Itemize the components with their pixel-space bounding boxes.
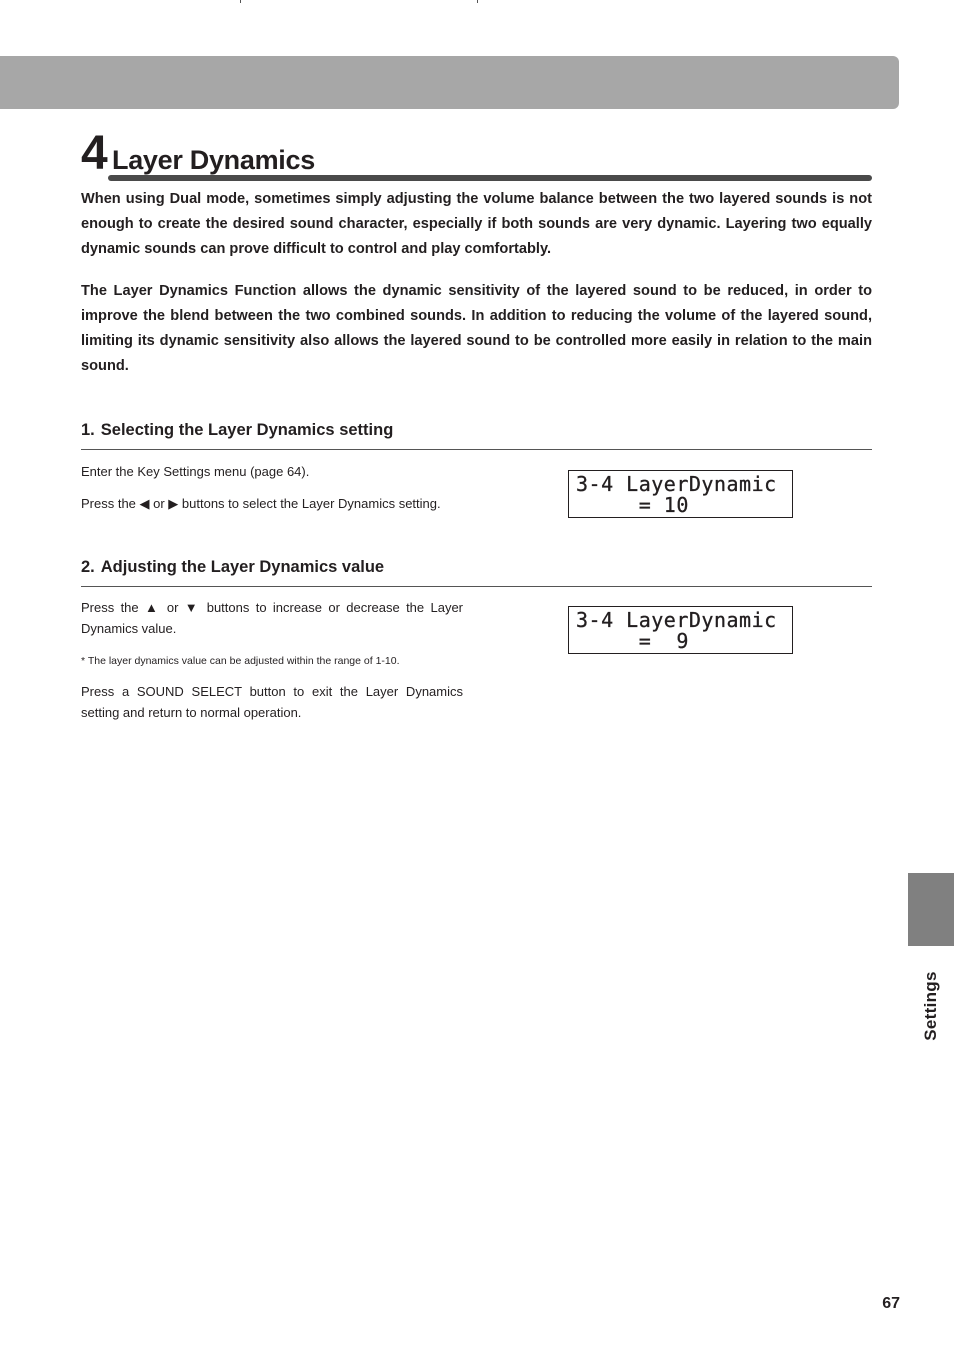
step2-title: Adjusting the Layer Dynamics value xyxy=(100,558,385,576)
section-number: 4 xyxy=(81,127,107,180)
step2-text-2: Press a SOUND SELECT button to exit the Layer Dynamics setting and return to normal operation. xyxy=(81,684,463,720)
section-title: Layer Dynamics xyxy=(112,145,315,175)
heading-rule xyxy=(108,175,872,181)
lcd-line-2: = 10 xyxy=(576,493,689,517)
side-tab-label: Settings xyxy=(921,971,940,1041)
header-band xyxy=(0,56,899,109)
step2-number: 2. xyxy=(81,558,95,576)
intro-paragraph-1: When using Dual mode, sometimes simply adjusting the volume balance between the two layered sounds is not enough to create the desired sound character, especially if both sounds are very dynamic. Layering two equally dynamic sounds can prove difficult to control and play comfortably. xyxy=(81,191,872,257)
crop-mark-left xyxy=(240,0,241,3)
step2-text-1: Press the ▲ or ▼ buttons to increase or decrease the Layer Dynamics value. xyxy=(81,600,463,636)
lcd-line-1: 3-4 LayerDynamic xyxy=(576,472,777,496)
lcd-display-step2 xyxy=(568,606,793,654)
section-heading xyxy=(81,128,872,184)
crop-mark-right xyxy=(477,0,478,3)
step2-heading xyxy=(81,556,872,587)
page-number: 67 xyxy=(882,1295,900,1312)
step2-footnote: * The layer dynamics value can be adjusted within the range of 1-10. xyxy=(81,655,400,667)
step1-text-1: Enter the Key Settings menu (page 64). xyxy=(81,464,310,479)
step1-number: 1. xyxy=(81,421,95,439)
lcd-display-step1 xyxy=(568,470,793,518)
step1-heading xyxy=(81,419,872,450)
intro-paragraph-2: The Layer Dynamics Function allows the dynamic sensitivity of the layered sound to be reduced, in order to improve the blend between the two combined sounds. In addition to reducing the volume of the layered sound, limiting its dynamic sensitivity also allows the layered sound to be controlled more easily in relation to the main sound. xyxy=(81,283,872,374)
lcd-line-2: = 9 xyxy=(576,629,689,653)
lcd-line-1: 3-4 LayerDynamic xyxy=(576,608,777,632)
side-tab-marker xyxy=(908,873,954,946)
step1-text-2: Press the ◀ or ▶ buttons to select the Layer Dynamics setting. xyxy=(81,496,441,511)
step1-title: Selecting the Layer Dynamics setting xyxy=(100,421,394,439)
